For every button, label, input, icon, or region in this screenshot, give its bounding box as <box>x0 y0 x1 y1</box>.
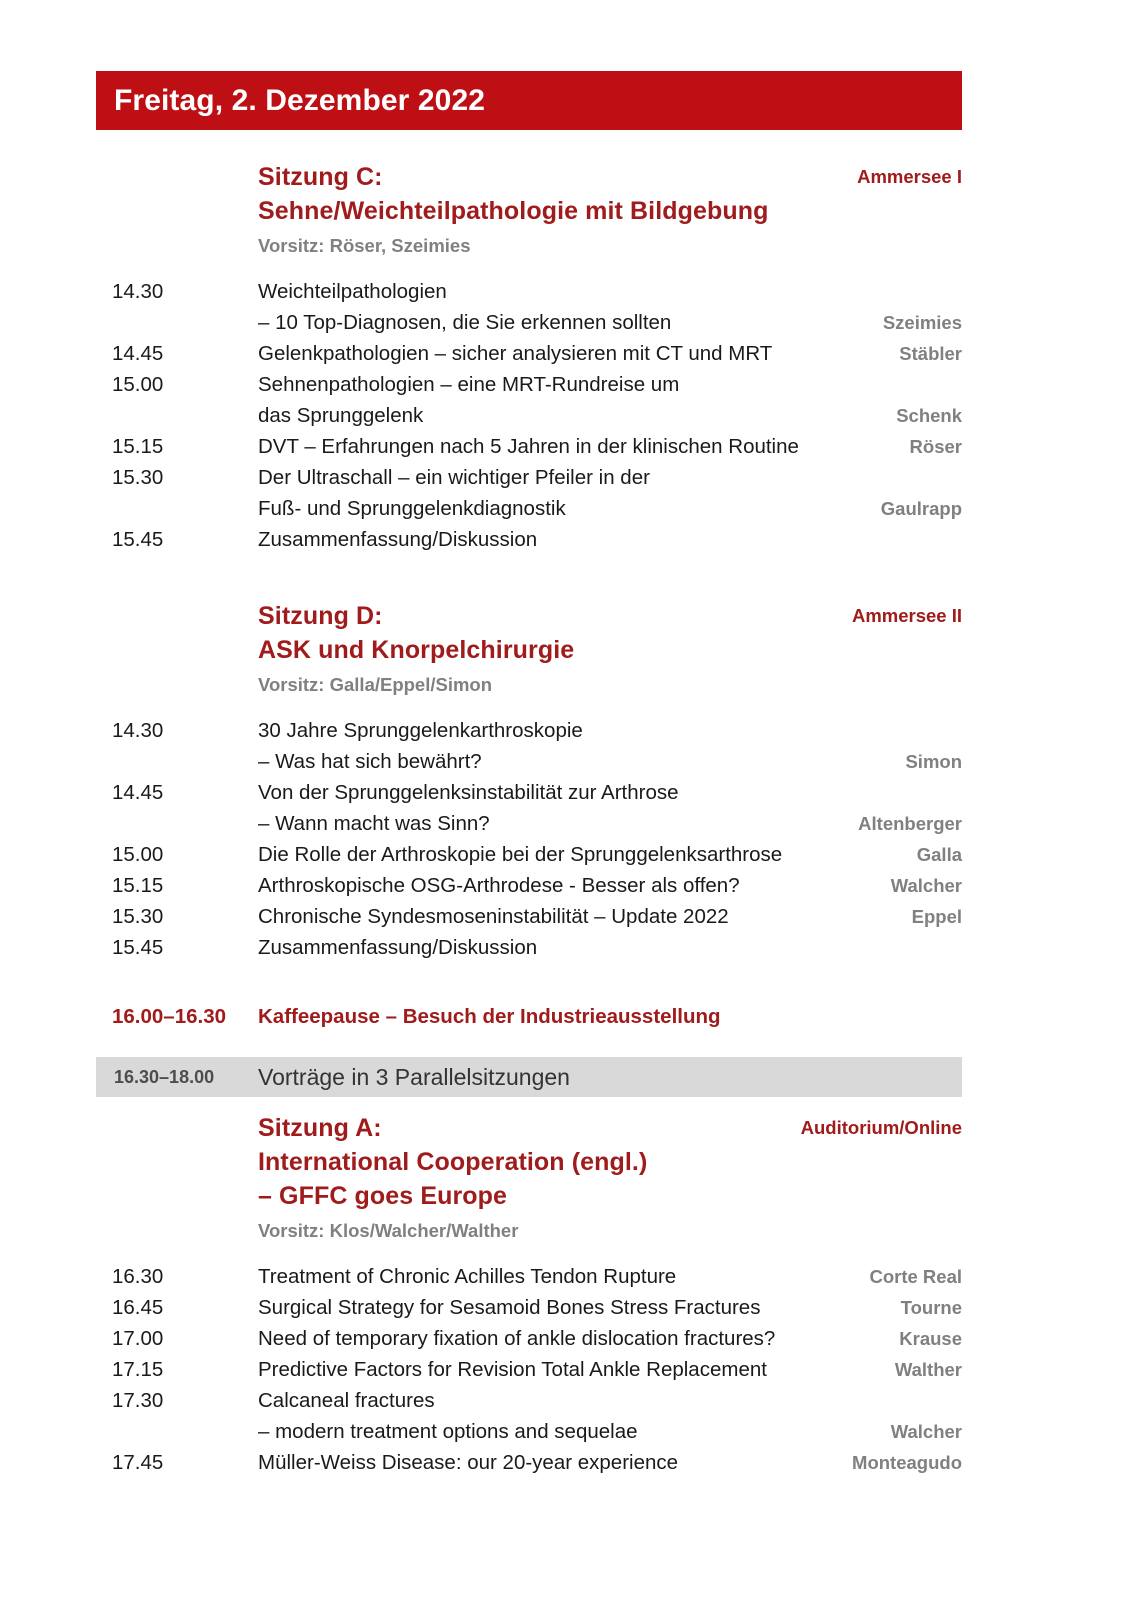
session-talks-d <box>96 715 962 963</box>
talk-body <box>258 338 889 369</box>
speaker-spacer <box>858 777 962 808</box>
page-title: Freitag, 2. Dezember 2022 <box>114 83 486 117</box>
talk-title: Gelenkpathologien – sicher analysieren mit CT und MRT <box>258 342 773 365</box>
talk-time: 15.45 <box>112 528 164 551</box>
session-head-body <box>258 160 845 262</box>
session-title-line2: – GFFC goes Europe <box>258 1182 508 1210</box>
talk-speaker: Schenk <box>896 405 962 426</box>
talk-speaker: Krause <box>899 1328 962 1349</box>
session-chair: Vorsitz: Klos/Walcher/Walther <box>258 1220 519 1241</box>
talk-title: Surgical Strategy for Sesamoid Bones Stress Fractures <box>258 1296 761 1319</box>
talk-row <box>96 462 962 524</box>
talk-body <box>258 932 952 963</box>
talk-speaker: Altenberger <box>858 813 962 834</box>
talk-row <box>96 870 962 901</box>
talk-subtitle: – 10 Top-Diagnosen, die Sie erkennen sollten <box>258 311 672 334</box>
talk-speaker: Galla <box>916 844 962 865</box>
talk-body <box>258 1292 891 1323</box>
parallel-sessions-band <box>96 1057 962 1097</box>
talk-speaker-col <box>881 870 962 901</box>
talk-speaker-col <box>907 839 962 870</box>
talk-speaker: Tourne <box>900 1297 962 1318</box>
talk-speaker: Monteagudo <box>852 1452 962 1473</box>
talk-title: Müller-Weiss Disease: our 20-year experience <box>258 1451 679 1474</box>
talk-title: Calcaneal fractures <box>258 1389 435 1412</box>
day-header-bar <box>96 71 962 130</box>
talk-body <box>258 839 907 870</box>
talk-body <box>258 1354 885 1385</box>
talk-title: Arthroskopische OSG-Arthrodese - Besser als offen? <box>258 874 740 897</box>
speaker-spacer <box>891 1385 962 1416</box>
talk-speaker-col <box>900 431 962 462</box>
spacer <box>96 701 962 715</box>
talk-title: Zusammenfassung/Diskussion <box>258 936 538 959</box>
talk-speaker: Corte Real <box>869 1266 962 1287</box>
session-chair: Vorsitz: Galla/Eppel/Simon <box>258 674 493 695</box>
talk-time: 17.00 <box>112 1327 164 1350</box>
talk-time: 17.30 <box>112 1389 164 1412</box>
talk-subtitle: – Wann macht was Sinn? <box>258 812 490 835</box>
talk-title: Chronische Syndesmoseninstabilität – Update 2022 <box>258 905 729 928</box>
talk-row <box>96 524 962 555</box>
talk-row <box>96 1447 962 1478</box>
talk-time: 15.15 <box>112 874 164 897</box>
session-header-d <box>96 599 962 701</box>
talk-time: 17.45 <box>112 1451 164 1474</box>
speaker-spacer <box>896 369 962 400</box>
session-talks-c <box>96 276 962 555</box>
band-label: Vorträge in 3 Parallelsitzungen <box>258 1063 570 1090</box>
talk-title: Sehnenpathologien – eine MRT-Rundreise um <box>258 373 680 396</box>
session-label: Sitzung A: <box>258 1114 382 1142</box>
talk-time: 15.00 <box>112 373 164 396</box>
talk-row <box>96 839 962 870</box>
talk-row <box>96 901 962 932</box>
talk-title: Von der Sprunggelenksinstabilität zur Arthrose <box>258 781 679 804</box>
talk-title: Predictive Factors for Revision Total Ankle Replacement <box>258 1358 767 1381</box>
talk-time: 17.15 <box>112 1358 164 1381</box>
spacer <box>96 963 962 1001</box>
break-time: 16.00–16.30 <box>112 1005 227 1028</box>
talk-row <box>96 1354 962 1385</box>
talk-speaker: Stäbler <box>899 343 962 364</box>
session-block-d <box>96 599 962 963</box>
talk-time: 15.30 <box>112 905 164 928</box>
talk-row <box>96 715 962 777</box>
talk-row <box>96 1323 962 1354</box>
session-header-c <box>96 160 962 262</box>
talk-title: Treatment of Chronic Achilles Tendon Rupture <box>258 1265 677 1288</box>
talk-row <box>96 338 962 369</box>
talk-title: 30 Jahre Sprunggelenkarthroskopie <box>258 719 583 742</box>
session-head-body <box>258 1111 789 1247</box>
session-label: Sitzung C: <box>258 163 383 191</box>
speaker-spacer <box>905 715 962 746</box>
session-title: ASK und Knorpelchirurgie <box>258 636 575 664</box>
talk-speaker: Walther <box>894 1359 962 1380</box>
talk-speaker: Walcher <box>890 875 962 896</box>
session-header-a <box>96 1111 962 1247</box>
talk-title: DVT – Erfahrungen nach 5 Jahren in der klinischen Routine <box>258 435 799 458</box>
talk-subtitle: das Sprunggelenk <box>258 404 424 427</box>
band-time: 16.30–18.00 <box>114 1066 215 1087</box>
speaker-spacer <box>881 462 962 493</box>
talk-speaker-col <box>885 1354 962 1385</box>
talk-speaker: Röser <box>909 436 962 457</box>
talk-body <box>258 870 881 901</box>
talk-speaker-col <box>859 1261 962 1292</box>
talk-time: 14.45 <box>112 781 164 804</box>
talk-speaker: Walcher <box>890 1421 962 1442</box>
spacer <box>96 1097 962 1111</box>
talk-time: 16.45 <box>112 1296 164 1319</box>
session-title: Sehne/Weichteilpathologie mit Bildgebung <box>258 197 769 225</box>
spacer <box>96 1247 962 1261</box>
talk-body <box>258 431 900 462</box>
session-chair: Vorsitz: Röser, Szeimies <box>258 235 471 256</box>
talk-speaker-col <box>891 1292 962 1323</box>
session-block-c <box>96 160 962 555</box>
talk-speaker-col <box>881 1385 962 1447</box>
talk-speaker-col <box>873 276 962 338</box>
talk-speaker: Gaulrapp <box>880 498 962 519</box>
talk-speaker-col <box>889 338 962 369</box>
talk-body <box>258 1447 842 1478</box>
talk-row <box>96 1292 962 1323</box>
talk-row <box>96 369 962 431</box>
talk-row <box>96 431 962 462</box>
session-label: Sitzung D: <box>258 602 383 630</box>
session-room: Ammersee II <box>851 605 962 626</box>
talk-body <box>258 1323 889 1354</box>
talk-time: 15.45 <box>112 936 164 959</box>
talk-time: 15.00 <box>112 843 164 866</box>
talk-time: 16.30 <box>112 1265 164 1288</box>
talk-speaker-col <box>889 1323 962 1354</box>
talk-body <box>258 369 886 431</box>
program-content <box>96 160 962 1478</box>
session-room: Ammersee I <box>857 166 962 187</box>
talk-subtitle: Fuß- und Sprunggelenkdiagnostik <box>258 497 566 520</box>
talk-speaker-col <box>842 1447 962 1478</box>
talk-row <box>96 777 962 839</box>
talk-speaker-col <box>871 462 962 524</box>
talk-row <box>96 932 962 963</box>
talk-time: 14.30 <box>112 719 164 742</box>
talk-speaker-col <box>886 369 962 431</box>
talk-title: Der Ultraschall – ein wichtiger Pfeiler in der <box>258 466 650 489</box>
session-title-line1: International Cooperation (engl.) <box>258 1148 648 1176</box>
talk-speaker: Szeimies <box>882 312 962 333</box>
talk-speaker-col <box>902 901 962 932</box>
talk-subtitle: – Was hat sich bewährt? <box>258 750 482 773</box>
speaker-spacer <box>883 276 962 307</box>
session-block-a <box>96 1111 962 1478</box>
talk-body <box>258 524 952 555</box>
session-head-body <box>258 599 840 701</box>
spacer <box>96 262 962 276</box>
talk-title: Weichteilpathologien <box>258 280 447 303</box>
talk-body <box>258 777 848 839</box>
talk-body <box>258 901 902 932</box>
spacer <box>96 1033 962 1057</box>
talk-row <box>96 1261 962 1292</box>
talk-title: Zusammenfassung/Diskussion <box>258 528 538 551</box>
talk-title: Die Rolle der Arthroskopie bei der Sprunggelenksarthrose <box>258 843 783 866</box>
talk-subtitle: – modern treatment options and sequelae <box>258 1420 638 1443</box>
talk-time: 15.15 <box>112 435 164 458</box>
talk-time: 14.30 <box>112 280 164 303</box>
talk-time: 14.45 <box>112 342 164 365</box>
talk-body <box>258 462 871 524</box>
talk-title: Need of temporary fixation of ankle dislocation fractures? <box>258 1327 776 1350</box>
break-row <box>96 1001 962 1033</box>
break-label: Kaffeepause – Besuch der Industrieausstellung <box>258 1005 721 1028</box>
talk-speaker-col <box>895 715 962 777</box>
talk-time: 15.30 <box>112 466 164 489</box>
talk-body <box>258 715 895 777</box>
talk-speaker: Simon <box>905 751 962 772</box>
talk-body <box>258 1385 881 1447</box>
session-room: Auditorium/Online <box>800 1117 962 1138</box>
talk-body <box>258 1261 859 1292</box>
talk-row <box>96 1385 962 1447</box>
talk-speaker-col <box>848 777 962 839</box>
talk-row <box>96 276 962 338</box>
talk-speaker: Eppel <box>911 906 962 927</box>
spacer <box>96 555 962 599</box>
session-talks-a <box>96 1261 962 1478</box>
talk-body <box>258 276 873 338</box>
